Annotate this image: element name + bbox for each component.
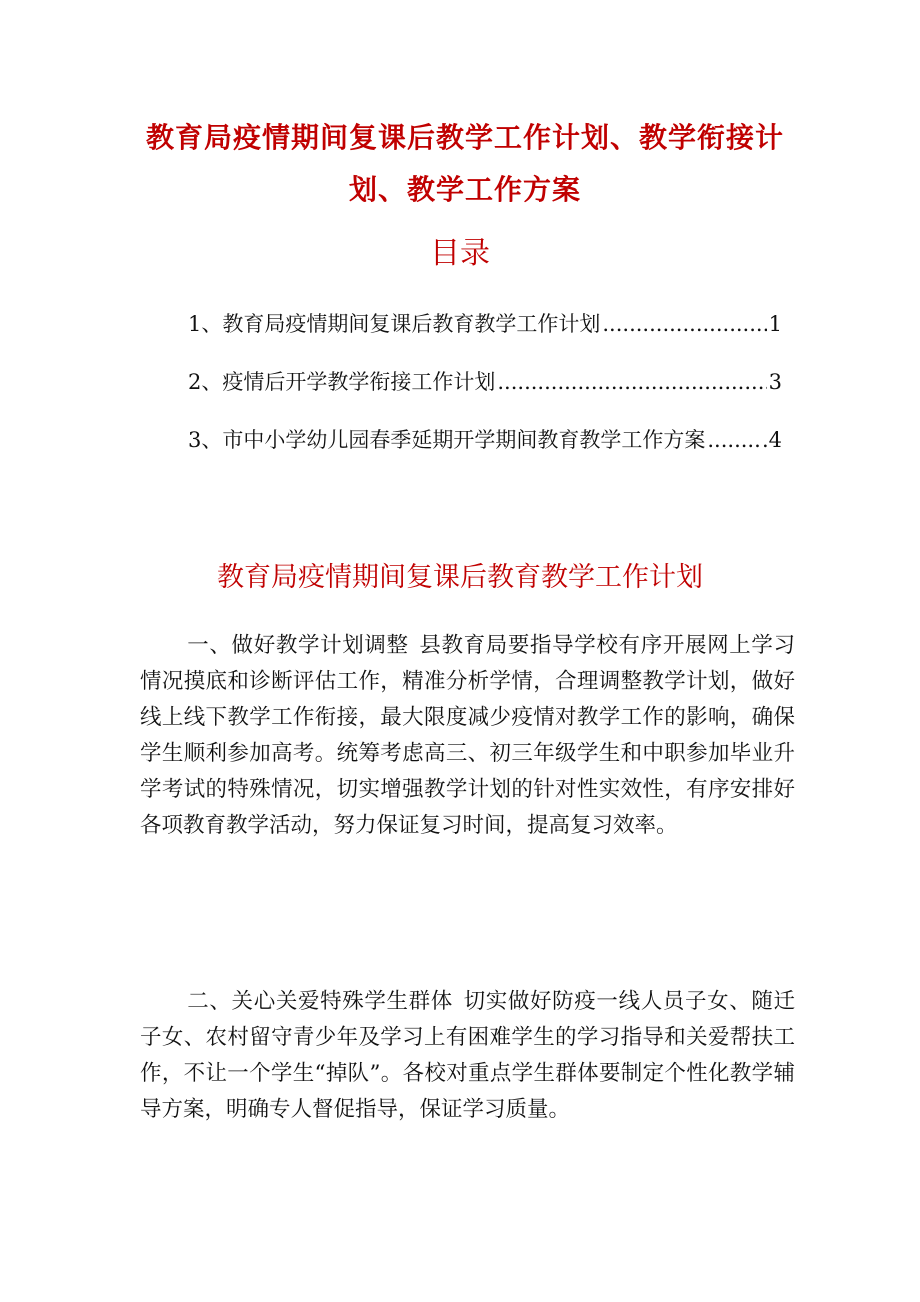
toc-entry-3[interactable] <box>188 422 782 480</box>
body-paragraph-1 <box>140 628 795 844</box>
toc-entry-page: 1 <box>768 312 782 336</box>
toc-leader-dots <box>707 422 760 458</box>
paragraph-heading: 二、关心关爱特殊学生群体 <box>187 989 453 1014</box>
paragraph-body: 切实做好防疫一线人员子女、随迁子女、农村留守青少年及学习上有困难学生的学习指导和关爱帮扶工作，不让一个学生“掉队”。各校对重点学生群体要制定个性化教学辅导方案，明确专人督促指导，保证学习质量。 <box>140 989 795 1122</box>
toc-leader-dots <box>497 364 766 400</box>
toc-entry-page: .4 <box>761 428 782 452</box>
toc-entry-text: 疫情后开学教学衔接工作计划 <box>222 370 496 394</box>
toc-entry-number: 1、 <box>188 312 223 336</box>
toc-entry-2[interactable] <box>188 364 782 422</box>
document-title: 教育局疫情期间复课后教学工作计划、教学衔接计划、教学工作方案 <box>145 121 784 206</box>
toc-entry-number: 2、 <box>188 370 223 394</box>
toc-entry-number: 3、 <box>188 428 223 452</box>
body-paragraph-2 <box>140 984 795 1128</box>
paragraph-heading: 一、做好教学计划调整 <box>187 633 409 658</box>
table-of-contents <box>188 306 782 480</box>
toc-entry-page: 3 <box>768 370 782 394</box>
toc-leader-dots <box>602 306 766 342</box>
toc-entry-text: 市中小学幼儿园春季延期开学期间教育教学工作方案 <box>222 428 706 452</box>
paragraph-body: 县教育局要指导学校有序开展网上学习情况摸底和诊断评估工作，精准分析学情，合理调整教学计划，做好线上线下教学工作衔接，最大限度减少疫情对教学工作的影响，确保学生顺利参加高考。统筹考虑高三、初三年级学生和中职参加毕业升学考试的特殊情况，切实增强教学计划的针对性实效性，有序安排好各项教育教学活动，努力保证复习时间，提高复习效率。 <box>140 633 795 838</box>
section-title: 教育局疫情期间复课后教育教学工作计划 <box>217 562 703 593</box>
toc-heading: 目录 <box>430 236 490 271</box>
toc-entry-text: 教育局疫情期间复课后教育教学工作计划 <box>222 312 601 336</box>
toc-entry-1[interactable] <box>188 306 782 364</box>
